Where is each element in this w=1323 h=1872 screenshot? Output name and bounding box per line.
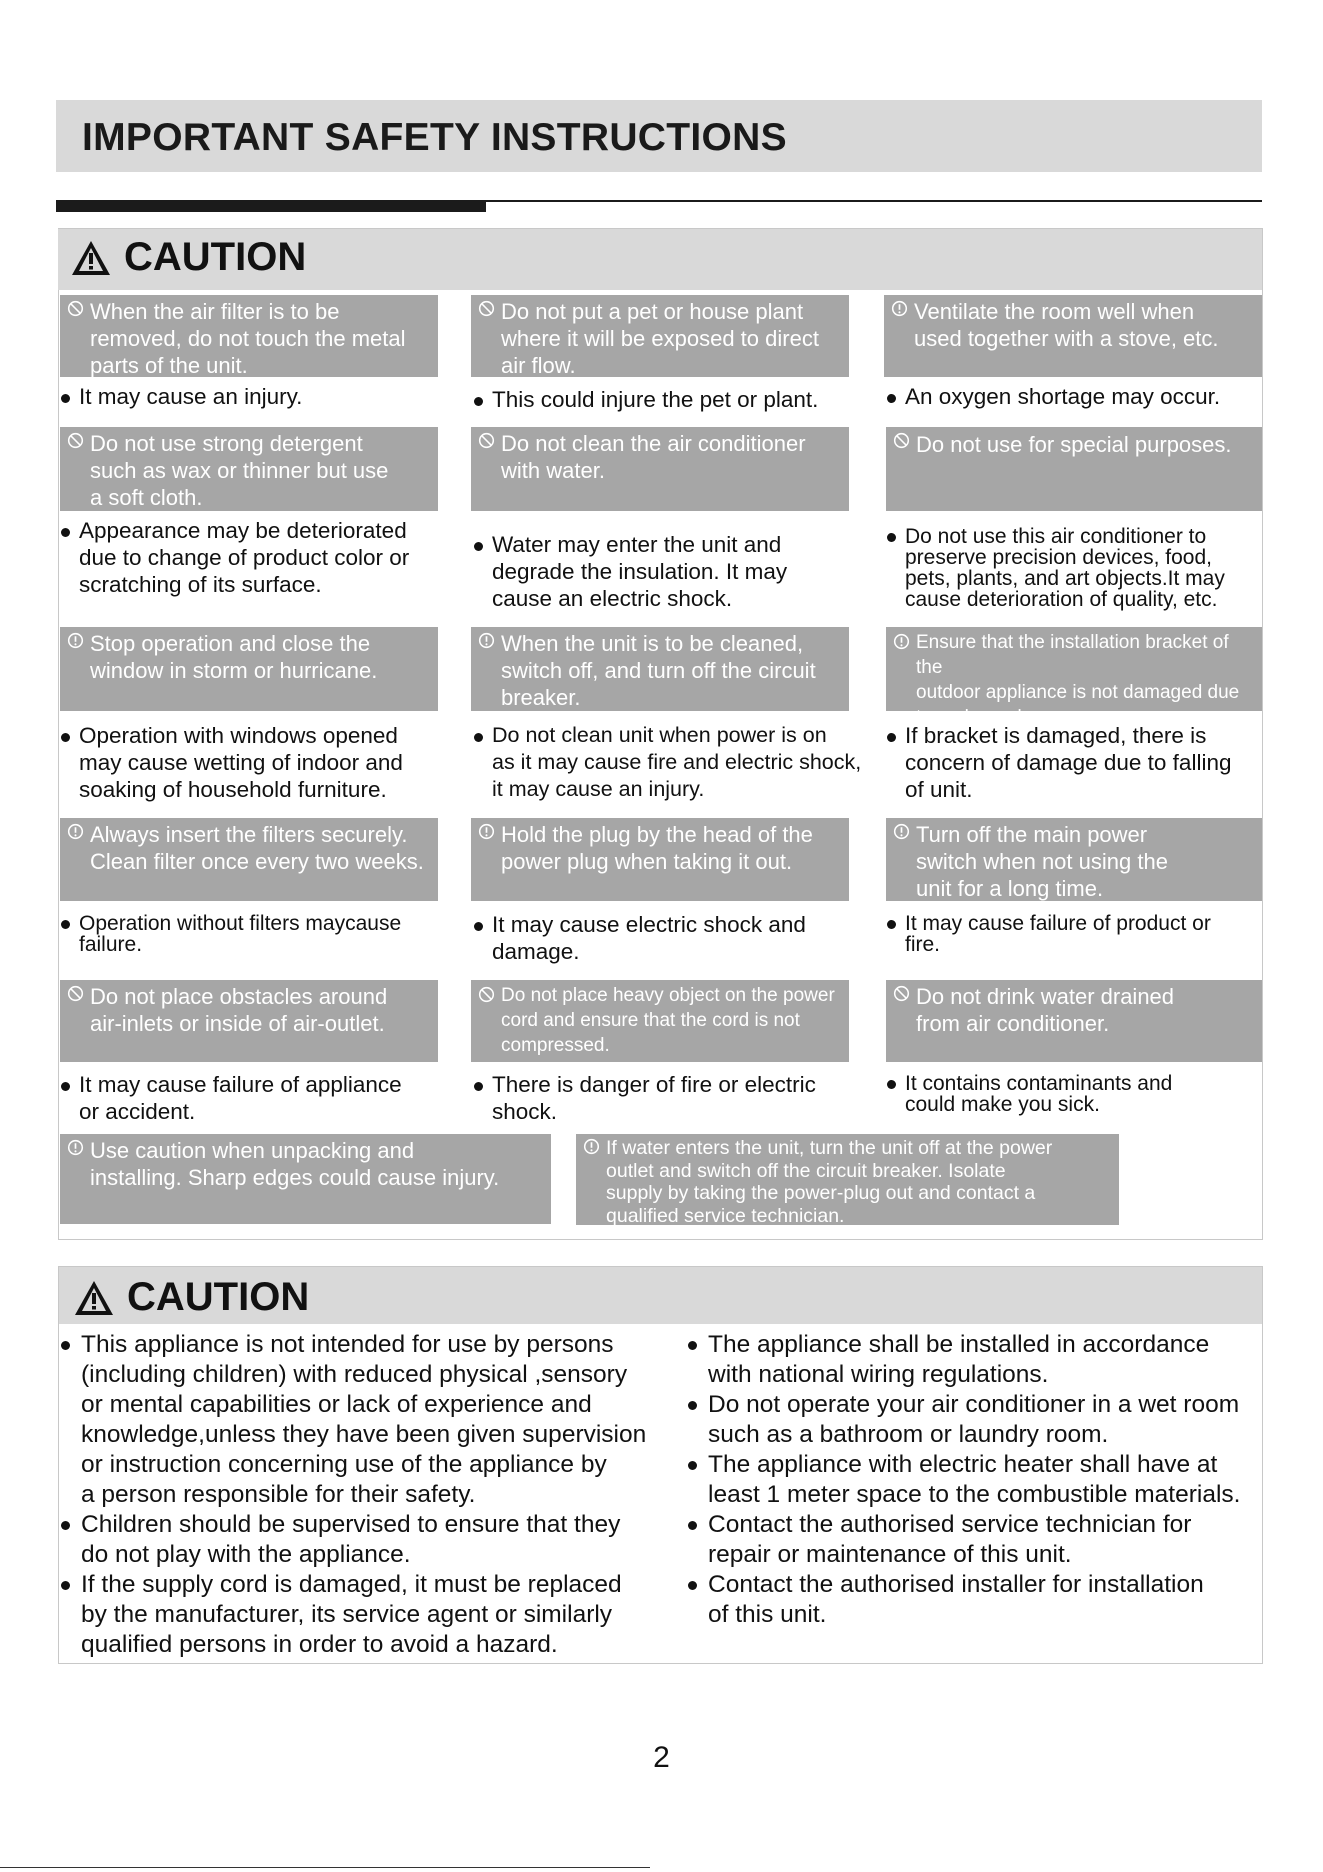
caution-label: CAUTION <box>127 1275 310 1319</box>
list-item: If the supply cord is damaged, it must be replaced by the manufacturer, its service agent or similarly qualified persons in order to avoid a hazard. <box>61 1570 681 1660</box>
caution-box: Stop operation and close the window in storm or hurricane. <box>60 627 438 711</box>
caution-note: If bracket is damaged, there is concern of damage due to falling of unit. <box>887 722 1262 803</box>
exclamation-circle-icon <box>891 300 908 317</box>
warning-triangle-icon <box>70 239 112 277</box>
caution-box: Do not use for special purposes. <box>886 427 1262 511</box>
prohibition-icon <box>67 300 84 317</box>
caution-box: If water enters the unit, turn the unit off at the power outlet and switch off the circuit breaker. Isolate supply by taking the power-plug out and contact a qualified service technician. <box>576 1134 1119 1225</box>
exclamation-circle-icon <box>67 632 84 649</box>
exclamation-circle-icon <box>893 633 910 650</box>
caution-label: CAUTION <box>124 235 307 279</box>
exclamation-circle-icon <box>893 823 910 840</box>
caution-note: It may cause failure of product or fire. <box>887 913 1262 955</box>
exclamation-circle-icon <box>478 823 495 840</box>
title-rule-thick <box>56 200 486 212</box>
caution-note: Appearance may be deteriorated due to change of product color or scratching of its surface. <box>61 517 446 598</box>
list-item: Do not operate your air conditioner in a wet room such as a bathroom or laundry room. <box>688 1390 1263 1450</box>
prohibition-icon <box>67 985 84 1002</box>
caution-box: Ensure that the installation bracket of the outdoor appliance is not damaged due to prolonged exposure. <box>886 627 1262 711</box>
title-bar <box>56 100 1262 172</box>
caution-2-right-list <box>688 1330 1263 1630</box>
caution-note: Water may enter the unit and degrade the insulation. It may cause an electric shock. <box>474 531 854 612</box>
list-item: The appliance with electric heater shall have at least 1 meter space to the combustible materials. <box>688 1450 1263 1510</box>
prohibition-icon <box>893 985 910 1002</box>
list-item: The appliance shall be installed in accordance with national wiring regulations. <box>688 1330 1263 1390</box>
caution-note: Operation with windows opened may cause wetting of indoor and soaking of household furniture. <box>61 722 446 803</box>
caution-box: Ventilate the room well when used together with a stove, etc. <box>884 295 1262 377</box>
caution-note: It contains contaminants and could make you sick. <box>887 1073 1262 1115</box>
caution-box: Always insert the filters securely. Clean filter once every two weeks. <box>60 818 438 901</box>
caution-header-2 <box>59 1267 1262 1324</box>
list-item: Contact the authorised service technician for repair or maintenance of this unit. <box>688 1510 1263 1570</box>
caution-note: Do not use this air conditioner to preserve precision devices, food, pets, plants, and art objects.It may cause deterioration of quality, etc. <box>887 526 1262 610</box>
caution-box: Do not place heavy object on the power cord and ensure that the cord is not compressed. <box>471 980 849 1062</box>
caution-note: It may cause electric shock and damage. <box>474 911 854 965</box>
page-number: 2 <box>653 1741 670 1774</box>
caution-box: Do not place obstacles around air-inlets or inside of air-outlet. <box>60 980 438 1062</box>
prohibition-icon <box>67 432 84 449</box>
caution-box: Do not drink water drained from air conditioner. <box>886 980 1262 1062</box>
prohibition-icon <box>478 432 495 449</box>
caution-note: Operation without filters maycause failure. <box>61 913 446 955</box>
warning-triangle-icon <box>73 1279 115 1317</box>
prohibition-icon <box>478 300 495 317</box>
list-item: Contact the authorised installer for installation of this unit. <box>688 1570 1263 1630</box>
caution-2-left-list <box>61 1330 681 1660</box>
list-item: This appliance is not intended for use by persons (including children) with reduced physical ,sensory or mental capabilities or lack of experience and knowledge,unless they have been given supervision or instruction concerning use of the appliance by a person responsible for their safety. <box>61 1330 681 1510</box>
title-rule-thin <box>486 200 1262 202</box>
prohibition-icon <box>893 432 910 449</box>
caution-box: When the unit is to be cleaned, switch off, and turn off the circuit breaker. <box>471 627 849 711</box>
list-item: Children should be supervised to ensure that they do not play with the appliance. <box>61 1510 681 1570</box>
caution-note: It may cause failure of appliance or accident. <box>61 1071 446 1125</box>
caution-note: Do not clean unit when power is on as it may cause fire and electric shock, it may cause an injury. <box>474 722 874 803</box>
caution-note: An oxygen shortage may occur. <box>887 383 1262 410</box>
exclamation-circle-icon <box>478 632 495 649</box>
exclamation-circle-icon <box>583 1138 600 1155</box>
caution-header-1 <box>58 229 1262 290</box>
caution-box: Use caution when unpacking and installing. Sharp edges could cause injury. <box>60 1134 551 1224</box>
caution-note: It may cause an injury. <box>61 383 441 410</box>
caution-note: This could injure the pet or plant. <box>474 386 854 413</box>
page-title: IMPORTANT SAFETY INSTRUCTIONS <box>82 116 787 159</box>
prohibition-icon <box>478 986 495 1003</box>
exclamation-circle-icon <box>67 823 84 840</box>
footer-line <box>0 1867 650 1868</box>
exclamation-circle-icon <box>67 1139 84 1156</box>
caution-box: Do not use strong detergent such as wax or thinner but use a soft cloth. <box>60 427 438 511</box>
caution-box: Hold the plug by the head of the power plug when taking it out. <box>471 818 849 901</box>
caution-box: Do not clean the air conditioner with water. <box>471 427 849 511</box>
caution-note: There is danger of fire or electric shock. <box>474 1071 854 1125</box>
caution-box: When the air filter is to be removed, do not touch the metal parts of the unit. <box>60 295 438 377</box>
caution-box: Turn off the main power switch when not using the unit for a long time. <box>886 818 1262 901</box>
caution-box: Do not put a pet or house plant where it will be exposed to direct air flow. <box>471 295 849 377</box>
